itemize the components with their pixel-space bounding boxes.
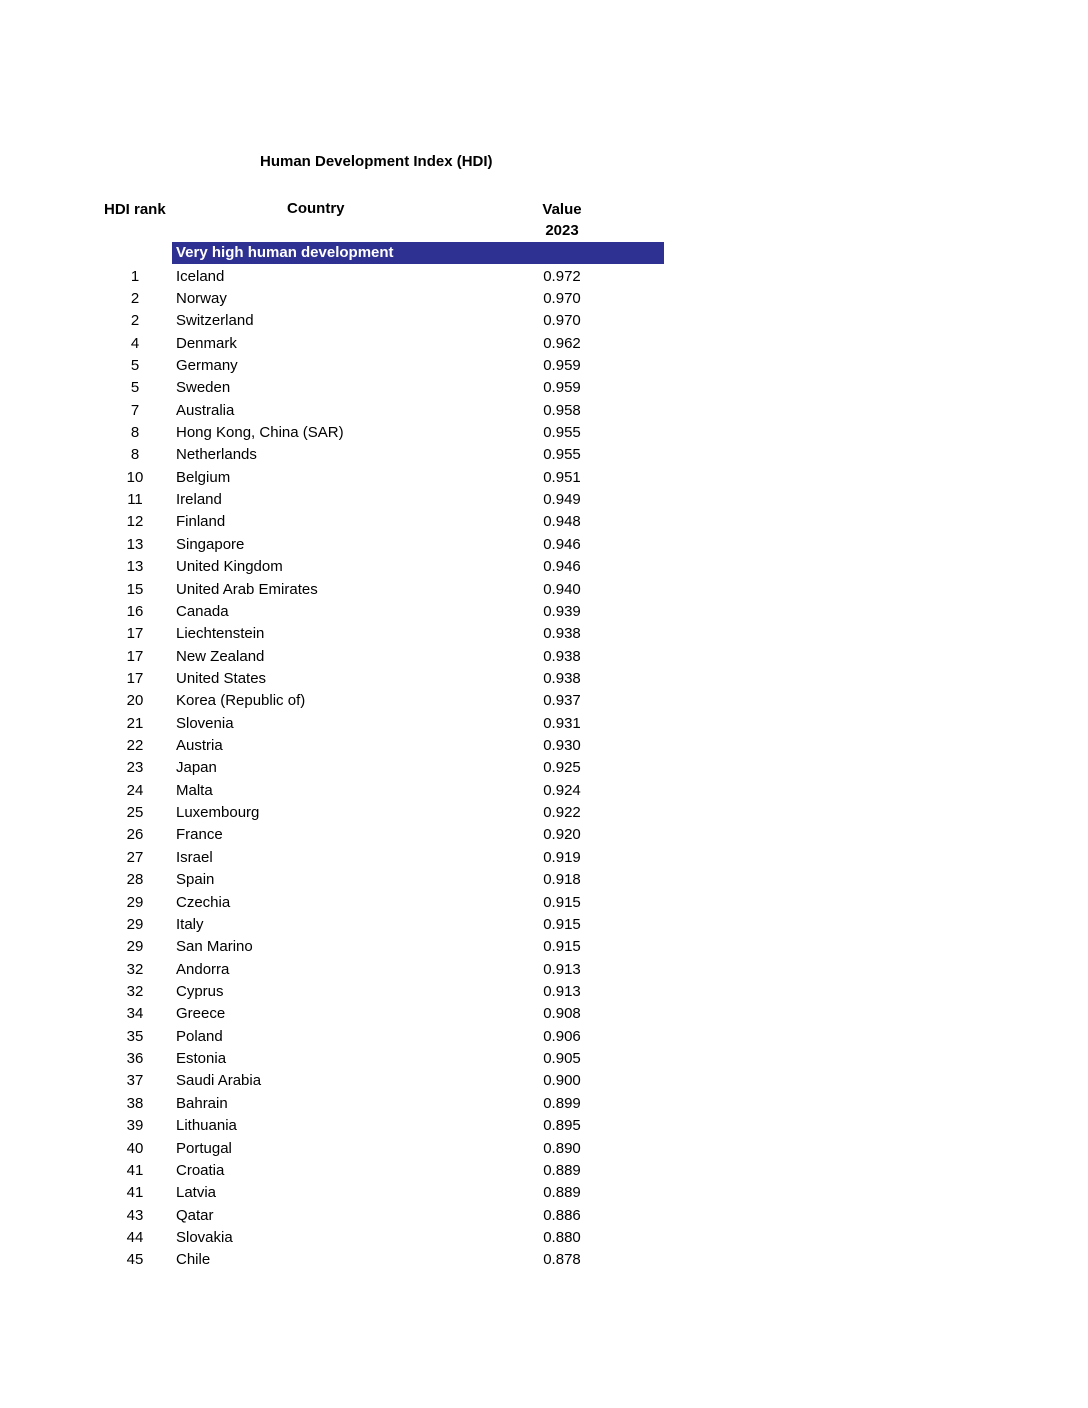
value-cell: 0.920 xyxy=(543,826,581,844)
value-cell: 0.878 xyxy=(543,1251,581,1269)
rank-cell: 29 xyxy=(126,915,144,933)
rank-cell: 29 xyxy=(126,893,144,911)
table-row xyxy=(0,333,700,355)
value-cell: 0.948 xyxy=(543,513,581,531)
rank-cell: 2 xyxy=(130,312,140,330)
country-cell: Saudi Arabia xyxy=(176,1072,262,1090)
country-cell: Poland xyxy=(176,1027,223,1045)
rank-cell: 8 xyxy=(130,446,140,464)
column-header-value: Value xyxy=(542,201,582,218)
table-row xyxy=(0,444,700,466)
rank-cell: 11 xyxy=(127,491,143,509)
rank-cell: 41 xyxy=(126,1161,144,1179)
table-row xyxy=(0,511,700,533)
table-row xyxy=(0,757,700,779)
value-cell: 0.938 xyxy=(543,669,581,687)
country-cell: Italy xyxy=(176,915,204,933)
rank-cell: 17 xyxy=(126,625,144,643)
country-cell: Canada xyxy=(176,602,229,620)
table-row xyxy=(0,377,700,399)
column-header-rank: HDI rank xyxy=(104,201,166,218)
rank-cell: 12 xyxy=(126,513,144,531)
table-row xyxy=(0,467,700,489)
value-cell: 0.958 xyxy=(543,401,581,419)
table-row xyxy=(0,1227,700,1249)
rank-cell: 32 xyxy=(126,960,144,978)
column-header-year: 2023 xyxy=(545,222,579,239)
value-cell: 0.915 xyxy=(543,893,581,911)
country-cell: France xyxy=(176,826,223,844)
rank-cell: 25 xyxy=(126,804,144,822)
country-cell: United Kingdom xyxy=(176,558,283,576)
group-heading: Very high human development xyxy=(172,242,664,264)
country-cell: Germany xyxy=(176,356,238,374)
value-cell: 0.913 xyxy=(543,983,581,1000)
country-cell: Liechtenstein xyxy=(176,625,265,643)
country-cell: Belgium xyxy=(176,468,231,486)
value-cell: 0.946 xyxy=(543,535,581,553)
country-cell: Israel xyxy=(176,848,213,866)
country-cell: Switzerland xyxy=(176,312,254,330)
table-row xyxy=(0,601,700,623)
rank-cell: 26 xyxy=(126,826,144,844)
table-row xyxy=(0,1093,700,1115)
country-cell: Qatar xyxy=(176,1206,214,1224)
country-cell: United Arab Emirates xyxy=(176,580,318,598)
rank-cell: 29 xyxy=(126,938,144,956)
table-row xyxy=(0,981,700,1003)
rank-cell: 13 xyxy=(126,535,144,553)
country-cell: New Zealand xyxy=(176,647,265,665)
value-cell: 0.889 xyxy=(543,1184,581,1202)
table-row xyxy=(0,1115,700,1137)
table-row xyxy=(0,623,700,645)
table-row xyxy=(0,422,700,444)
rank-cell: 4 xyxy=(130,334,140,352)
table-row xyxy=(0,288,700,310)
country-cell: San Marino xyxy=(176,938,253,956)
country-cell: Estonia xyxy=(176,1050,227,1068)
country-cell: Slovenia xyxy=(176,714,234,732)
country-cell: Andorra xyxy=(176,960,230,978)
value-cell: 0.972 xyxy=(543,267,581,285)
country-cell: Sweden xyxy=(176,379,231,397)
column-header-country: Country xyxy=(287,200,345,217)
table-row xyxy=(0,668,700,690)
country-cell: Hong Kong, China (SAR) xyxy=(176,424,344,442)
table-row xyxy=(0,959,700,981)
country-cell: Australia xyxy=(176,401,235,419)
table-row xyxy=(0,914,700,936)
value-cell: 0.899 xyxy=(543,1094,581,1112)
table-row xyxy=(0,489,700,511)
table-row xyxy=(0,310,700,332)
table-row xyxy=(0,735,700,757)
rank-cell: 37 xyxy=(126,1072,144,1090)
value-cell: 0.959 xyxy=(543,379,581,397)
rank-cell: 36 xyxy=(126,1050,144,1068)
value-cell: 0.915 xyxy=(543,938,581,956)
table-row xyxy=(0,400,700,422)
country-cell: Czechia xyxy=(176,893,231,911)
rank-cell: 40 xyxy=(126,1139,144,1157)
country-cell: Cyprus xyxy=(176,983,224,1000)
country-cell: Latvia xyxy=(176,1184,217,1202)
value-cell: 0.946 xyxy=(543,558,581,576)
rank-cell: 5 xyxy=(130,356,140,374)
value-cell: 0.938 xyxy=(543,625,581,643)
value-cell: 0.908 xyxy=(543,1005,581,1023)
rank-cell: 10 xyxy=(126,468,144,486)
country-cell: Korea (Republic of) xyxy=(176,692,306,710)
country-cell: Bahrain xyxy=(176,1094,228,1112)
rank-cell: 24 xyxy=(126,781,144,799)
rank-cell: 28 xyxy=(126,871,144,889)
value-cell: 0.970 xyxy=(543,289,581,307)
table-row xyxy=(0,534,700,556)
value-cell: 0.889 xyxy=(543,1161,581,1179)
rank-cell: 38 xyxy=(126,1094,144,1112)
table-row xyxy=(0,1026,700,1048)
value-cell: 0.970 xyxy=(543,312,581,330)
page-title: Human Development Index (HDI) xyxy=(260,153,493,170)
country-cell: Greece xyxy=(176,1005,226,1023)
rank-cell: 16 xyxy=(126,602,144,620)
country-cell: Iceland xyxy=(176,267,225,285)
hdi-table xyxy=(0,266,700,1272)
country-cell: Singapore xyxy=(176,535,245,553)
country-cell: Slovakia xyxy=(176,1228,233,1246)
table-row xyxy=(0,713,700,735)
rank-cell: 45 xyxy=(126,1251,144,1269)
rank-cell: 5 xyxy=(130,379,140,397)
country-cell: Ireland xyxy=(176,491,222,509)
table-row xyxy=(0,847,700,869)
table-row xyxy=(0,266,700,288)
value-cell: 0.915 xyxy=(543,915,581,933)
rank-cell: 15 xyxy=(126,580,144,598)
rank-cell: 32 xyxy=(126,983,144,1000)
country-cell: Austria xyxy=(176,737,223,755)
table-row xyxy=(0,1070,700,1092)
rank-cell: 43 xyxy=(126,1206,144,1224)
table-row xyxy=(0,869,700,891)
table-row xyxy=(0,690,700,712)
country-cell: Lithuania xyxy=(176,1117,237,1135)
value-cell: 0.955 xyxy=(543,446,581,464)
table-row xyxy=(0,936,700,958)
value-cell: 0.905 xyxy=(543,1050,581,1068)
rank-cell: 20 xyxy=(126,692,144,710)
country-cell: Netherlands xyxy=(176,446,257,464)
table-row xyxy=(0,802,700,824)
table-row xyxy=(0,1048,700,1070)
value-cell: 0.931 xyxy=(543,714,581,732)
rank-cell: 17 xyxy=(126,647,144,665)
value-cell: 0.962 xyxy=(543,334,581,352)
rank-cell: 34 xyxy=(126,1005,144,1023)
value-cell: 0.895 xyxy=(543,1117,581,1135)
table-row xyxy=(0,579,700,601)
table-row xyxy=(0,1160,700,1182)
table-row xyxy=(0,892,700,914)
value-cell: 0.913 xyxy=(543,960,581,978)
value-cell: 0.919 xyxy=(543,848,581,866)
value-cell: 0.924 xyxy=(543,781,581,799)
table-row xyxy=(0,1249,700,1271)
country-cell: Portugal xyxy=(176,1139,232,1157)
value-cell: 0.880 xyxy=(543,1228,581,1246)
rank-cell: 22 xyxy=(126,737,144,755)
value-cell: 0.949 xyxy=(543,491,581,509)
value-cell: 0.951 xyxy=(543,468,581,486)
rank-cell: 1 xyxy=(130,267,140,285)
rank-cell: 35 xyxy=(126,1027,144,1045)
country-cell: Finland xyxy=(176,513,226,531)
table-row xyxy=(0,1205,700,1227)
value-cell: 0.922 xyxy=(543,804,581,822)
value-cell: 0.925 xyxy=(543,759,581,777)
value-cell: 0.930 xyxy=(543,737,581,755)
value-cell: 0.886 xyxy=(543,1206,581,1224)
country-cell: Denmark xyxy=(176,334,237,352)
rank-cell: 8 xyxy=(130,424,140,442)
value-cell: 0.890 xyxy=(543,1139,581,1157)
rank-cell: 13 xyxy=(126,558,144,576)
table-row xyxy=(0,646,700,668)
value-cell: 0.918 xyxy=(543,871,581,889)
table-row xyxy=(0,1182,700,1204)
table-row xyxy=(0,556,700,578)
table-row xyxy=(0,1138,700,1160)
rank-cell: 2 xyxy=(130,289,140,307)
value-cell: 0.940 xyxy=(543,580,581,598)
table-row xyxy=(0,355,700,377)
rank-cell: 39 xyxy=(126,1117,144,1135)
value-cell: 0.906 xyxy=(543,1027,581,1045)
country-cell: Norway xyxy=(176,289,227,307)
rank-cell: 21 xyxy=(126,714,144,732)
table-row xyxy=(0,824,700,846)
country-cell: Spain xyxy=(176,871,215,889)
country-cell: Luxembourg xyxy=(176,804,260,822)
rank-cell: 44 xyxy=(126,1228,144,1246)
rank-cell: 7 xyxy=(130,401,140,419)
value-cell: 0.939 xyxy=(543,602,581,620)
country-cell: United States xyxy=(176,669,267,687)
rank-cell: 41 xyxy=(126,1184,144,1202)
value-cell: 0.938 xyxy=(543,647,581,665)
value-cell: 0.955 xyxy=(543,424,581,442)
table-row xyxy=(0,780,700,802)
country-cell: Croatia xyxy=(176,1161,225,1179)
country-cell: Chile xyxy=(176,1251,211,1269)
value-cell: 0.900 xyxy=(543,1072,581,1090)
rank-cell: 27 xyxy=(126,848,144,866)
rank-cell: 17 xyxy=(126,669,144,687)
country-cell: Malta xyxy=(176,781,213,799)
rank-cell: 23 xyxy=(126,759,144,777)
value-cell: 0.937 xyxy=(543,692,581,710)
country-cell: Japan xyxy=(176,759,217,777)
table-row xyxy=(0,1003,700,1025)
value-cell: 0.959 xyxy=(543,356,581,374)
